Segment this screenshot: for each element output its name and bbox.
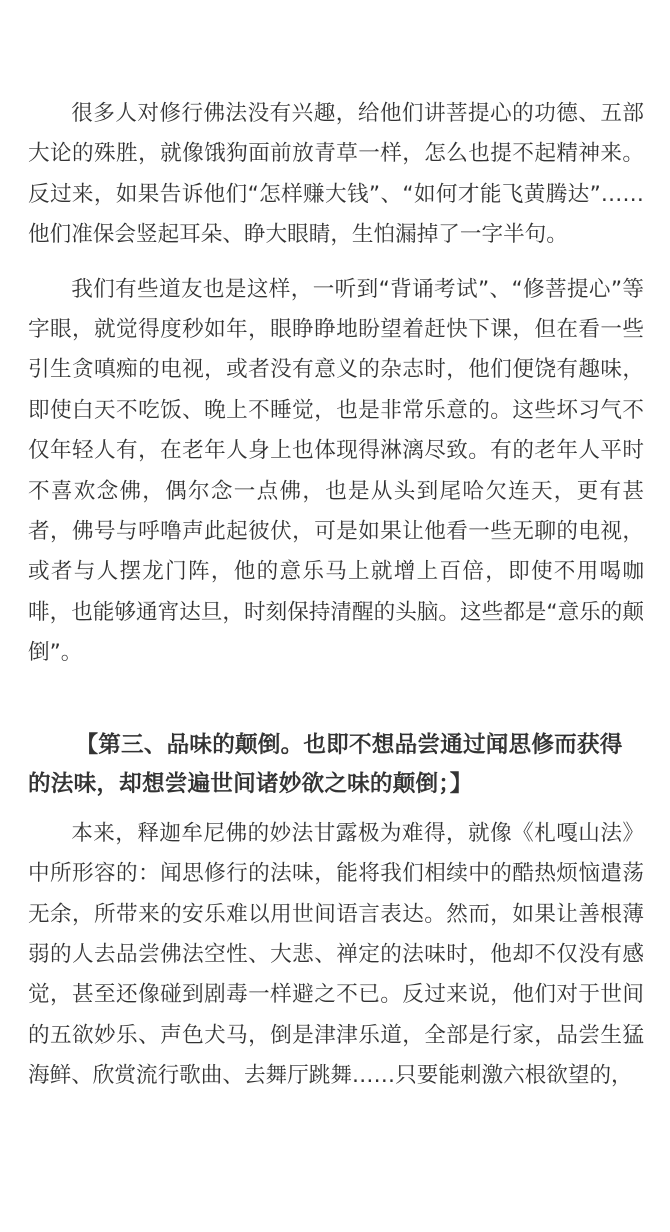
section-heading: 【第三、品味的颠倒。也即不想品尝通过闻思修而获得的法味，却想尝遍世间诸妙欲之味的颠倒；】 xyxy=(28,731,623,797)
paragraph-1: 很多人对修行佛法没有兴趣，给他们讲菩提心的功德、五部大论的殊胜，就像饿狗面前放青草一样，怎么也提不起精神来。反过来，如果告诉他们“怎样赚大钱”、“如何才能飞黄腾达”……他们准保会竖起耳朵、睁大眼睛，生怕漏掉了一字半句。 xyxy=(28,101,644,248)
paragraph-2: 我们有些道友也是这样，一听到“背诵考试”、“修菩提心”等字眼，就觉得度秒如年，眼睁睁地盼望着赶快下课，但在看一些引生贪嗔痴的电视，或者没有意义的杂志时，他们便饶有趣味，即使白天不吃饭、晚上不睡觉，也是非常乐意的。这些坏习气不仅年轻人有，在老年人身上也体现得淋漓尽致。有的老年人平时不喜欢念佛，偶尔念一点佛，也是从头到尾哈欠连天，更有甚者，佛号与呼噜声此起彼伏，可是如果让他看一些无聊的电视，或者与人摆龙门阵，他的意乐马上就增上百倍，即使不用喝咖啡，也能够通宵达旦，时刻保持清醒的头脑。这些都是“意乐的颠倒”。 xyxy=(28,276,644,666)
section-spacer xyxy=(28,674,644,726)
paragraph-3: 本来，释迦牟尼佛的妙法甘露极为难得，就像《札嘎山法》中所形容的：闻思修行的法味，能将我们相续中的酷热烦恼遣荡无余，所带来的安乐难以用世间语言表达。然而，如果让善根薄弱的人去品尝佛法空性、大悲、禅定的法味时，他却不仅没有感觉，甚至还像碰到剧毒一样避之不已。反过来说，他们对于世间的五欲妙乐、声色犬马，倒是津津乐道，全部是行家，品尝生猛海鲜、欣赏流行歌曲、去舞厅跳舞……只要能刺激六根欲望的， xyxy=(28,820,644,1089)
article-body xyxy=(28,94,644,1097)
